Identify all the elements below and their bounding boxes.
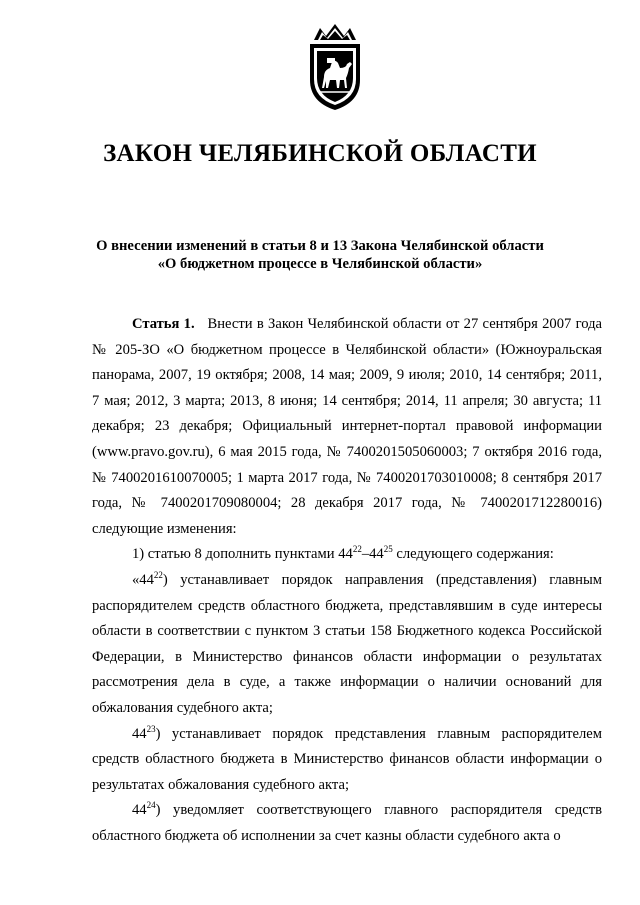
law-title: ЗАКОН ЧЕЛЯБИНСКОЙ ОБЛАСТИ [103,140,537,167]
item-1-paragraph [92,542,602,568]
coat-of-arms-emblem [300,22,370,112]
point-44-24-text: ) уведомляет соответствующего главного распорядителя средств областного бюджета об исполнении за счет казны области судебного акта о [92,802,602,844]
point-44-23-number: 44 [132,725,147,742]
point-44-22-paragraph [92,568,602,722]
point-44-23-sup: 23 [146,723,156,734]
point-44-22-text: ) устанавливает порядок направления (представления) главным распорядителем средств областного бюджета, представлявшим в суде интересы области в соответствии с пунктом 3 статьи 158 Бюджетного кодекса Российской Федерации, в Министерство финансов области информации о результатах рассмотрения дела в суде, а также информации о наличии оснований для обжалования судебного акта; [92,571,602,716]
law-body [92,312,602,849]
item-1-prefix: 1) статью 8 дополнить пунктами 44 [132,546,353,563]
point-44-24-number: 44 [132,802,147,819]
item-1-suffix: следующего содержания: [392,546,554,563]
item-1-sup-b: 25 [383,544,393,555]
subtitle-line-2: «О бюджетном процессе в Челябинской области» [157,256,483,272]
point-44-23-paragraph [92,722,602,799]
point-44-22-sup: 22 [153,570,163,581]
subtitle-line-1: О внесении изменений в статьи 8 и 13 Закона Челябинской области [96,238,544,254]
point-44-22-number: «44 [132,571,154,588]
item-1-dash: –44 [361,546,384,563]
point-44-23-text: ) устанавливает порядок представления главным распорядителем средств областного бюджета в Министерство финансов области информации о результатах обжалования судебного акта; [92,725,602,793]
article-text: Внести в Закон Челябинской области от 27 сентября 2007 года № 205-ЗО «О бюджетном процессе в Челябинской области» (Южноуральская панорама, 2007, 19 октября; 2008, 14 мая; 2009, 9 июля; 2010, 14 сентября; 2011, 7 мая; 2012, 3 марта; 2013, 8 июня; 14 сентября; 2014, 11 апреля; 30 августа; 11 декабря; 23 декабря; Официальный интернет-портал правовой информации (www.pravo.gov.ru), 6 мая 2015 года, № 7400201505060003; 7 октября 2016 года, № 7400201610070005; 1 марта 2017 года, № 7400201703010008; 8 сентября 2017 года, № 7400201709080004; 28 декабря 2017 года, № 7400201712280016) следующие изменения: [92,316,602,537]
point-44-24-sup: 24 [146,800,156,811]
article-label: Статья 1. [132,316,195,332]
article-1-paragraph [92,312,602,542]
point-44-24-paragraph [92,798,602,849]
item-1-sup-a: 22 [352,544,362,555]
